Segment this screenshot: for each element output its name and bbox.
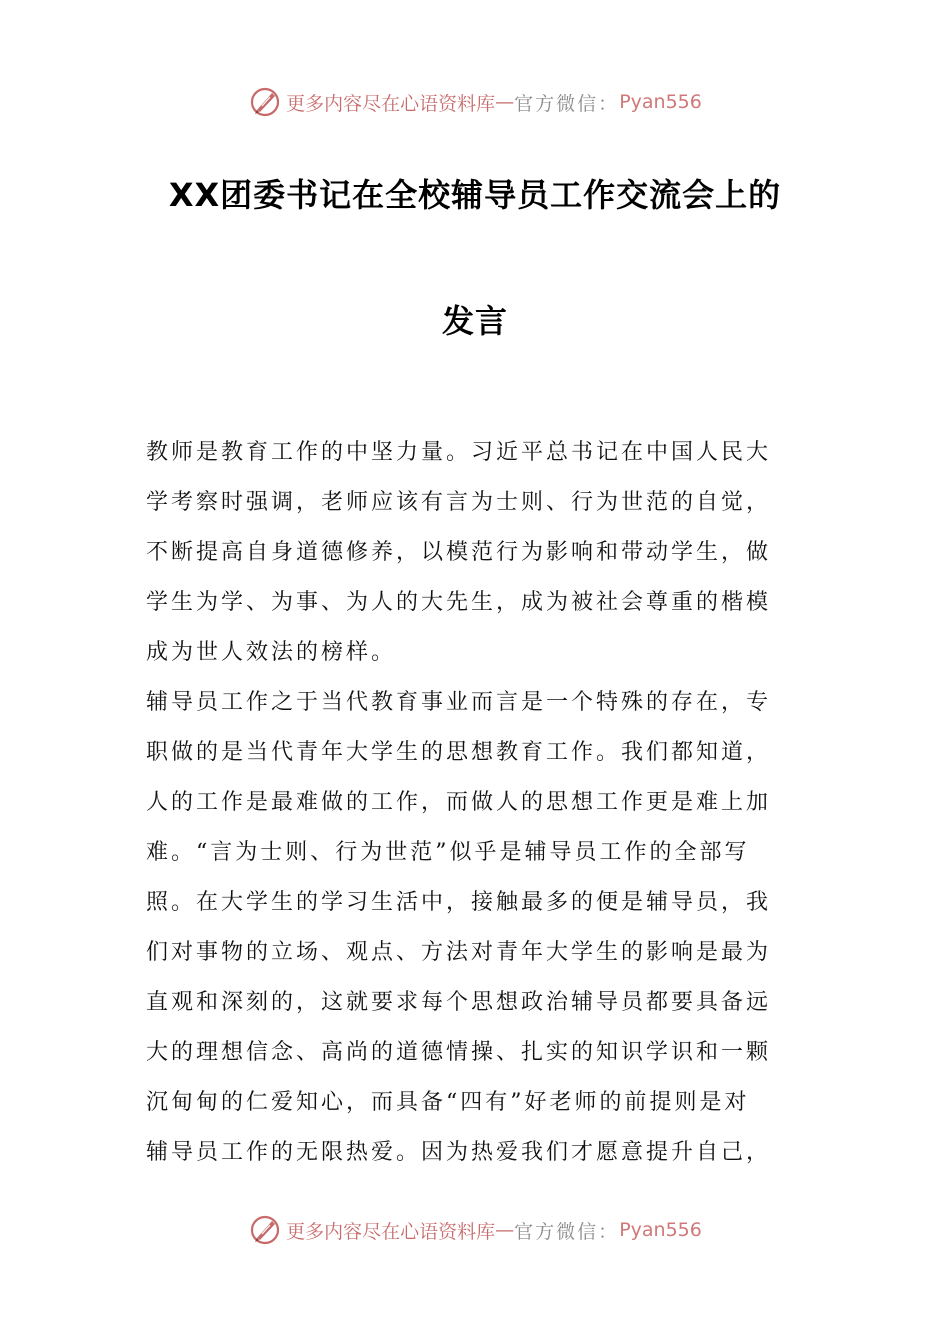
page-title-line2: 发言	[441, 302, 508, 340]
body-line: 辅导员工作的无限热爱。因为热爱我们才愿意提升自己，	[146, 1140, 772, 1165]
body-line: 学生为学、为事、为人的大先生，成为被社会尊重的楷模	[146, 590, 772, 615]
watermark-dash: —	[495, 1219, 515, 1241]
body-line: 职做的是当代青年大学生的思想教育工作。我们都知道，	[146, 740, 772, 765]
watermark-footer	[0, 1210, 950, 1250]
body-line: 不断提高自身道德修养，以模范行为影响和带动学生，做	[146, 540, 772, 565]
body-line: 教师是教育工作的中坚力量。习近平总书记在中国人民大	[146, 440, 772, 465]
watermark-official: 官方微信：	[514, 1220, 620, 1243]
watermark-dash: —	[495, 91, 515, 113]
watermark-official: 官方微信：	[514, 92, 620, 115]
body-line: 照。在大学生的学习生活中，接触最多的便是辅导员，我	[146, 890, 772, 915]
watermark-wechat-id: Pyan556	[619, 1219, 702, 1241]
body-line: 大的理想信念、高尚的道德情操、扎实的知识学识和一颗	[146, 1040, 772, 1065]
quill-pen-circle-icon	[248, 1213, 282, 1247]
body-line: 辅导员工作之于当代教育事业而言是一个特殊的存在，专	[146, 690, 772, 715]
body-line: 直观和深刻的，这就要求每个思想政治辅导员都要具备远	[146, 990, 772, 1015]
body-line: 沉甸甸的仁爱知心，而具备“四有”好老师的前提则是对	[146, 1090, 750, 1115]
watermark-wechat-id: Pyan556	[619, 91, 702, 113]
body-line: 学考察时强调，老师应该有言为士则、行为世范的自觉，	[146, 490, 772, 515]
page-title-line1: XX团委书记在全校辅导员工作交流会上的	[168, 176, 782, 214]
body-line: 们对事物的立场、观点、方法对青年大学生的影响是最为	[146, 940, 772, 965]
body-line: 成为世人效法的榜样。	[146, 640, 397, 665]
body-line: 难。“言为士则、行为世范”似乎是辅导员工作的全部写	[146, 840, 750, 865]
quill-pen-circle-icon	[248, 85, 282, 119]
watermark-brand: 更多内容尽在心语资料库	[286, 1220, 496, 1243]
body-text	[146, 428, 808, 1178]
watermark-brand: 更多内容尽在心语资料库	[286, 92, 496, 115]
body-line: 人的工作是最难做的工作，而做人的思想工作更是难上加	[146, 790, 772, 815]
watermark-header	[0, 82, 950, 122]
